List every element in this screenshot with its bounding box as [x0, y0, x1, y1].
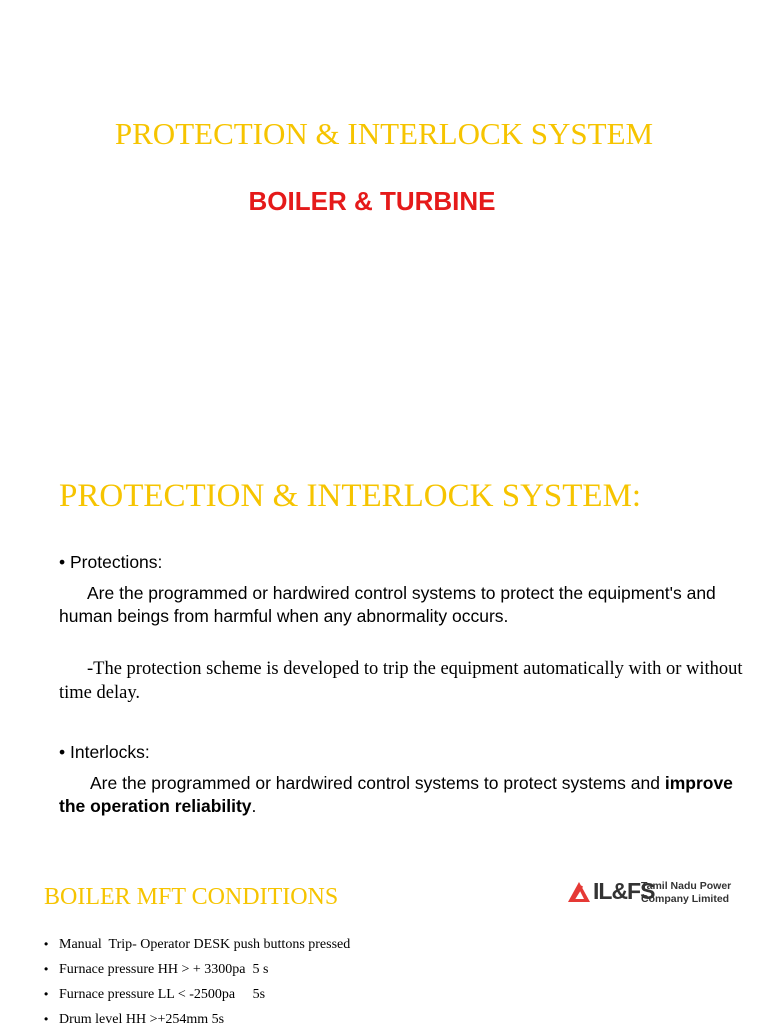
list-item [44, 982, 350, 1007]
protections-scheme [59, 657, 749, 705]
logo-abbreviation: IL&FS [593, 878, 655, 904]
condition-text: Manual Trip- Operator DESK push buttons pressed [59, 937, 351, 952]
title-slide [0, 0, 768, 440]
condition-text: Furnace pressure HH > + 3300pa 5 s [59, 962, 269, 977]
condition-text: Drum level HH >+254mm 5s [59, 1012, 225, 1024]
interlocks-description [59, 772, 749, 818]
list-item [44, 932, 350, 957]
slide-title: PROTECTION & INTERLOCK SYSTEM: [59, 478, 642, 514]
logo-company-name [641, 880, 731, 906]
protections-description [59, 582, 749, 628]
mft-conditions-slide [0, 840, 768, 1024]
condition-text: Furnace pressure LL < -2500pa 5s [59, 987, 266, 1002]
logo-company-line-2: Company Limited [641, 893, 730, 905]
slide-title: PROTECTION & INTERLOCK SYSTEM [114, 116, 654, 151]
logo-triangle-icon [568, 882, 590, 902]
protections-scheme-text: -The protection scheme is developed to trip the equipment automatically with or without time delay. [59, 659, 743, 703]
bullet-icon: • [44, 1012, 49, 1024]
list-item [44, 957, 350, 982]
bullet-icon: • [44, 962, 49, 976]
mft-condition-list [44, 932, 350, 1024]
protections-heading: • Protections: [59, 552, 163, 572]
interlocks-description-text: Are the programmed or hardwired control systems to protect systems and [90, 773, 665, 793]
list-item [44, 1007, 350, 1024]
interlocks-heading: • Interlocks: [59, 742, 150, 762]
interlocks-period: . [251, 796, 257, 816]
slide-subtitle: BOILER & TURBINE [248, 186, 496, 216]
slide-title: BOILER MFT CONDITIONS [44, 884, 339, 910]
bullet-icon: • [44, 987, 49, 1001]
interlocks-emphasis: improve the operation reliability [59, 773, 733, 816]
bullet-icon: • [44, 937, 49, 951]
protections-description-text: Are the programmed or hardwired control systems to protect the equipment's and human beings from harmful when any abnormality occurs. [59, 583, 716, 626]
logo-company-line-1: Tamil Nadu Power [641, 880, 732, 892]
definitions-slide [0, 440, 768, 840]
company-logo [568, 880, 738, 906]
